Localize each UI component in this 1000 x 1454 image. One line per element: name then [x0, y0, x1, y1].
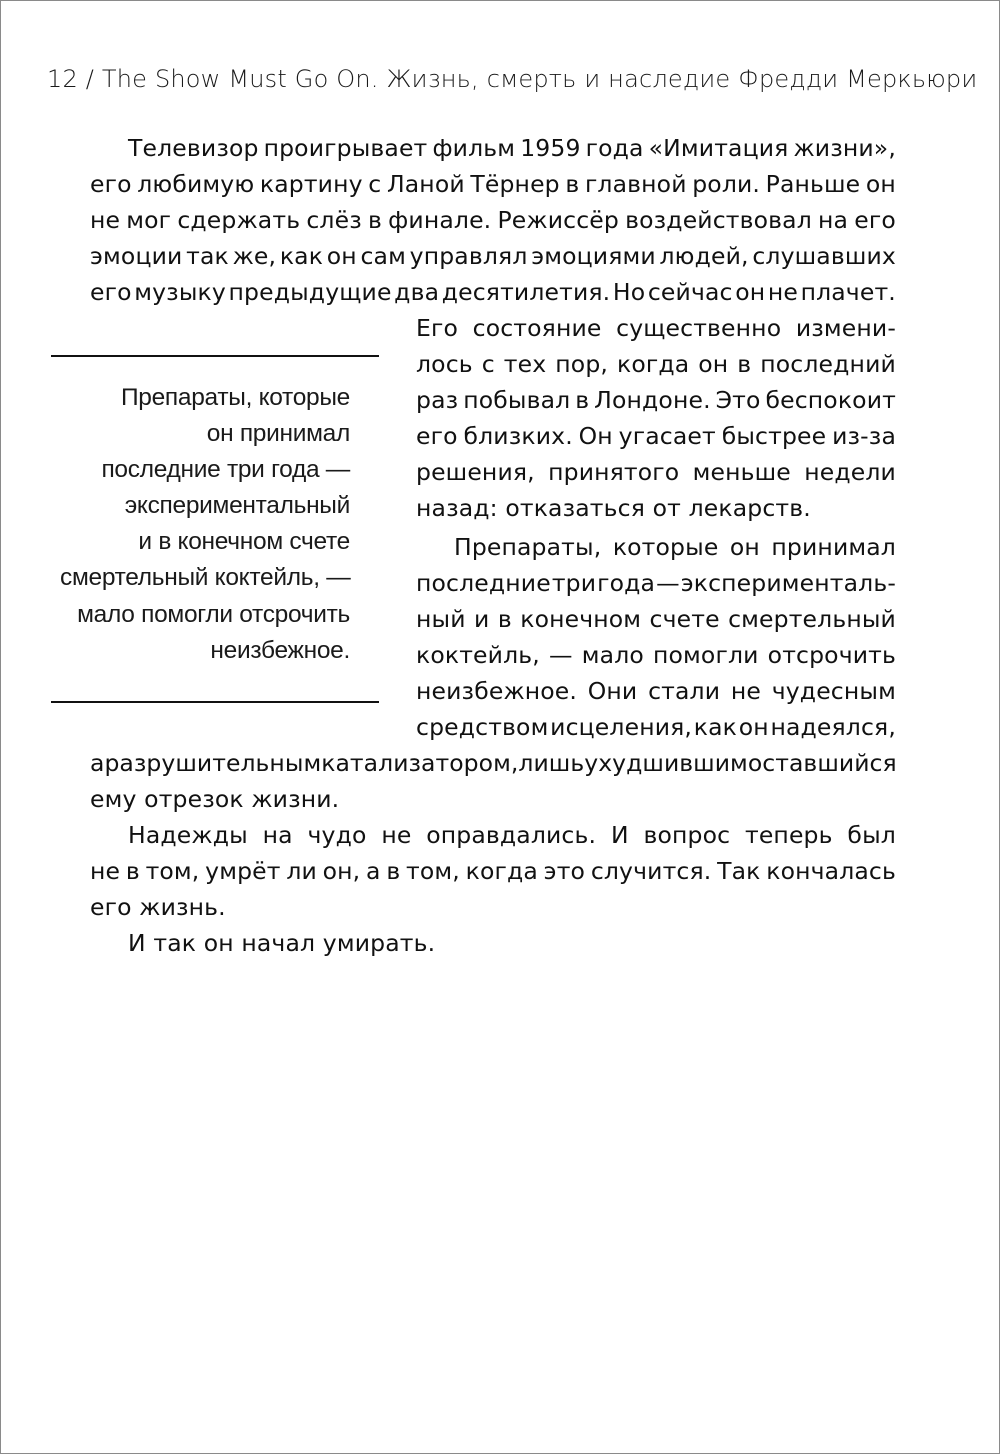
pull-quote-line: мало помогли отсрочить	[77, 600, 350, 628]
body-line: ный и в конечном счете смертельный	[416, 605, 896, 633]
body-line: его любимую картину с Ланой Тёрнер в главной роли. Раньше он	[90, 170, 896, 198]
pull-quote-line: экспериментальный	[124, 492, 350, 520]
body-line: последние три года — эксперименталь-	[416, 569, 896, 597]
pull-quote-line: последние три года —	[101, 456, 350, 484]
body-line: назад: отказаться от лекарств.	[416, 494, 811, 522]
body-line: Телевизор проигрывает фильм 1959 года «Имитация жизни»,	[128, 134, 896, 162]
body-line: Препараты, которые он принимал	[454, 533, 896, 561]
pull-quote-line: смертельный коктейль, —	[60, 564, 351, 592]
pull-quote-line: он принимал	[206, 420, 350, 448]
body-line: не в том, умрёт ли он, а в том, когда это случится. Так кончалась	[90, 857, 896, 885]
pull-quote-top-rule	[51, 355, 379, 357]
body-line: не мог сдержать слёз в финале. Режиссёр воздействовал на его	[90, 206, 896, 234]
body-line: И так он начал умирать.	[128, 929, 436, 957]
body-line: ему отрезок жизни.	[90, 785, 340, 813]
body-line: лось с тех пор, когда он в последний	[416, 350, 896, 378]
body-line: его близких. Он угасает быстрее из-за	[416, 422, 896, 450]
pull-quote-line: Препараты, которые	[120, 384, 350, 411]
body-line: эмоции так же, как он сам управлял эмоциями людей, слушавших	[90, 242, 896, 270]
body-line: его жизнь.	[90, 893, 226, 921]
body-line: Надежды на чудо не оправдались. И вопрос теперь был	[128, 821, 896, 849]
pull-quote-line: и в конечном счете	[138, 528, 350, 556]
body-line: коктейль, — мало помогли отсрочить	[416, 641, 896, 669]
body-line: неизбежное. Они стали не чудесным	[416, 677, 896, 705]
pull-quote-line: неизбежное.	[210, 636, 350, 664]
pull-quote-bottom-rule	[51, 701, 379, 703]
running-head: 12 / The Show Must Go On. Жизнь, смерть и наследие Фредди Меркьюри	[47, 65, 978, 93]
pull-quote	[60, 380, 350, 669]
body-line: Его состояние существенно измени-	[416, 314, 896, 342]
body-line: решения, принятого меньше недели	[416, 458, 896, 486]
body-line: а разрушительным катализатором, лишь ухудшившим оставшийся	[90, 749, 897, 777]
body-line: раз побывал в Лондоне. Это беспокоит	[416, 386, 896, 414]
body-line: средством исцеления, как он надеялся,	[416, 713, 896, 741]
body-line: его музыку предыдущие два десятилетия. Но сейчас он не плачет.	[90, 278, 896, 306]
